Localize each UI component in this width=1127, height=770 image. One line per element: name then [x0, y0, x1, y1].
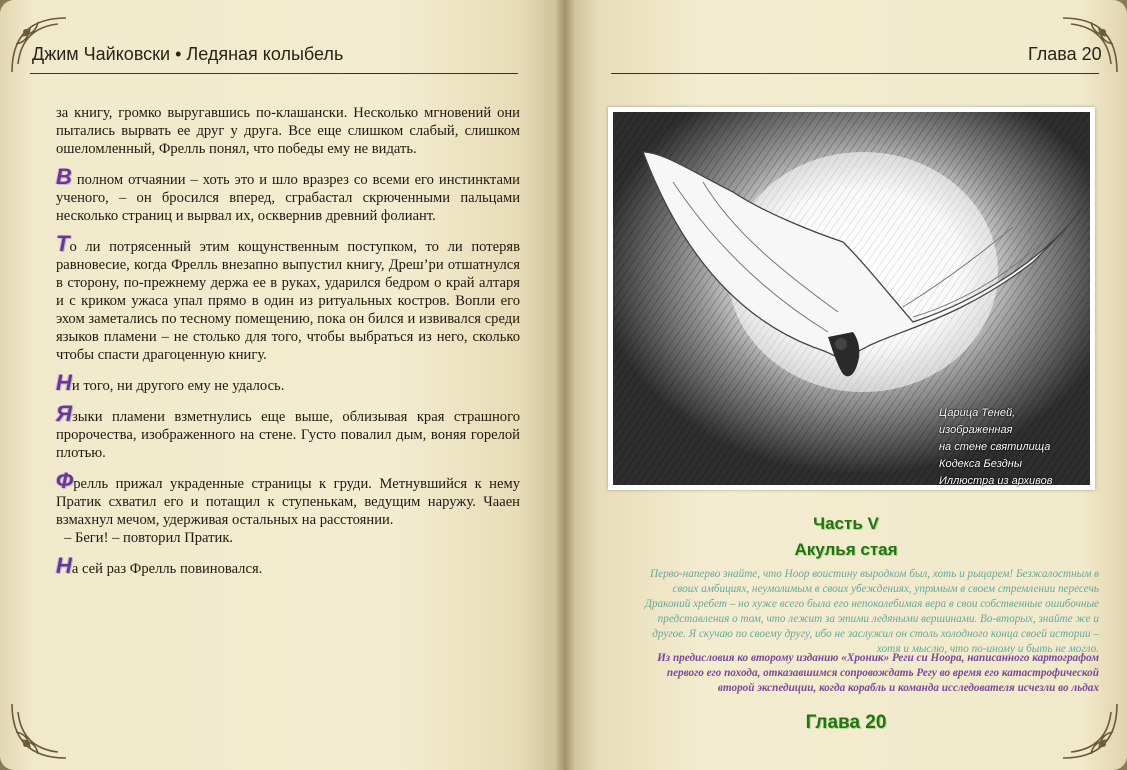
paragraph-text: и того, ни другого ему не удалось.: [71, 378, 285, 394]
drop-cap: Н: [56, 553, 72, 578]
paragraph: [56, 164, 520, 225]
body-text: [56, 104, 520, 589]
caption-line: Царица Теней, изображенная: [939, 407, 1016, 436]
drop-cap: Я: [56, 401, 73, 426]
paragraph: [56, 468, 520, 529]
paragraph: [56, 401, 520, 462]
paragraph-text: полном отчаянии – хоть это и шло вразрез со всеми его инстинктами ученого, – он бросился вперед, сграбастал скрюченными пальцами несколько страниц и вырвал их, осквернив древний фолиант.: [56, 172, 520, 224]
running-head-left: Джим Чайковски • Ледяная колыбель: [32, 44, 344, 64]
corner-ornament-bottom-left: [8, 700, 70, 762]
part-label: Часть V: [813, 514, 879, 533]
paragraph-text: релль прижал украденные страницы к груди. Метнувшийся к нему Пратик схватил его и потащил к ступенькам, ведущим наружу. Чааен взмахнул мечом, удерживая остальных на расстоянии.: [56, 476, 520, 528]
caption-line: Кодекса Бездны: [939, 458, 1022, 470]
caption-line: Иллюстра из архивов: [939, 475, 1053, 487]
book-spine: [555, 0, 575, 770]
paragraph-text: за книгу, громко выругавшись по-клашански. Несколько мгновений они пытались вырвать ее друг у друга. Все еще слишком слабый, слишком ошеломленный, Фрелль понял, что победы ему не видать.: [56, 105, 520, 157]
part-title: Акулья стая: [794, 540, 898, 559]
running-head-right: Глава 20: [1028, 44, 1102, 64]
paragraph-text: а сей раз Фрелль повиновался.: [71, 561, 263, 577]
drop-cap: Н: [56, 370, 72, 395]
right-page: [565, 0, 1127, 770]
paragraph-text: зыки пламени взметнулись еще выше, облизывая края страшного пророчества, изображенного на стене. Густо повалил дым, воняя горелой плотью.: [56, 409, 520, 461]
paragraph: [56, 370, 520, 395]
paragraph-text: о ли потрясенный этим кощунственным поступком, то ли потеряв равновесие, когда Фрелль внезапно выпустил книгу, Дреш’ри отшатнулся в сторону, по-прежнему держа ее в руках, ударился бедром о край алтаря и с криком ужаса упал прямо в один из ритуальных костров. Вопли его эхом заметались по тесному помещению, пока он бился и извивался среди языков пламени – не столько для того, чтобы выбраться из него, сколько чтобы спасти драгоценную книгу.: [56, 239, 520, 363]
chapter-illustration: [608, 107, 1095, 490]
chapter-heading: Глава 20: [805, 712, 887, 733]
drop-cap: Т: [56, 231, 70, 256]
header-rule-left: [30, 73, 518, 74]
epigraph-attribution: Из предисловия ко второму изданию «Хроник» Реги си Ноора, написанного картографом первого его похода, отказавшимся сопровождать Регу во время его катастрофической второй экспедиции, когда корабль и команда исследователя исчезли во льдах: [657, 652, 1099, 694]
illustration-caption: [939, 405, 1089, 490]
paragraph: [56, 231, 520, 364]
caption-line: на стене святилища: [939, 441, 1051, 453]
drop-cap: Ф: [56, 468, 74, 493]
paragraph: [56, 553, 520, 578]
paragraph-text: – Беги! – повторил Пратик.: [64, 530, 234, 546]
paragraph: [56, 104, 520, 158]
header-rule-right: [611, 73, 1099, 74]
drop-cap: В: [56, 164, 72, 189]
paragraph: [56, 529, 520, 547]
epigraph: Перво-наперво знайте, что Ноор воистину выродком был, хоть и рыцарем! Безжалостным в своих амбициях, неумолимым в своих убеждениях, упрямым в своем стремлении пересечь Драконий хребет – но хуже всего была его непоколебимая вера в свои собственные ошибочные представления о том, что лежит за этими ледяными вершинами. Во-вторых, знайте же и другое. Я скучаю по своему другу, ибо не заслужил он столь холодного конца своей истории – хотя и мыслю, что по-иному и быть не могло.: [644, 568, 1099, 655]
